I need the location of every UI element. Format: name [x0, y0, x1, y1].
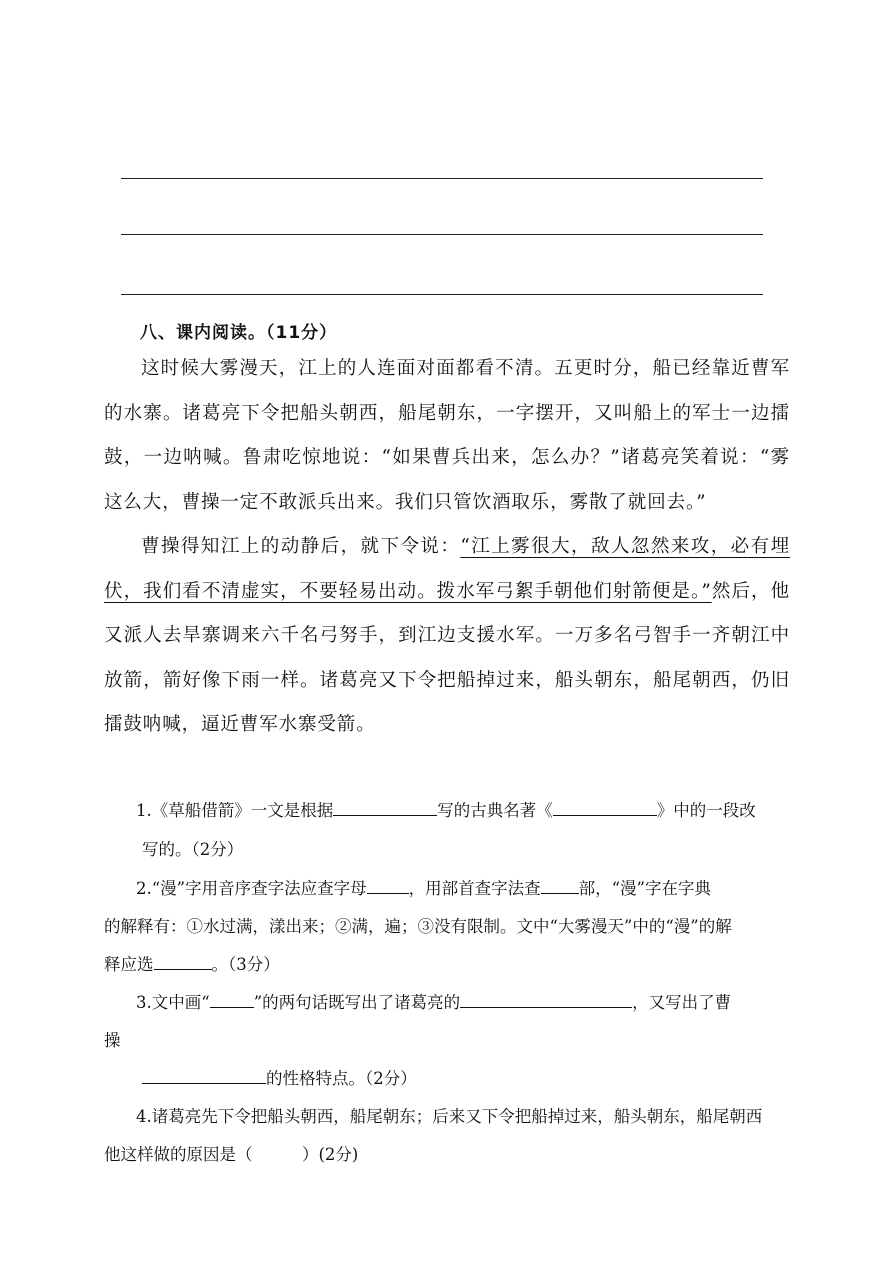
question-2-cont: 释应选 。（3分） [104, 955, 280, 974]
reading-passage [104, 347, 790, 748]
passage-text: 然后，他又派人去旱寨调来六千名弓努手，到江边支援水军。一万多名弓智手一齐朝江中放箭，箭好像下雨一样。诸葛亮又下令把船掉过来，船头朝东，船尾朝西，仍旧擂鼓呐喊，逼近曹军水寨受箭。 [104, 580, 790, 735]
question-2-cont: 的解释有：①水过满，漾出来；②满，遍；③没有限制。文中“大雾漫天”中的“漫”的解 [104, 917, 732, 936]
question-3-cont: 的性格特点。（2分） [142, 1067, 417, 1091]
answer-line-1 [121, 178, 763, 179]
answer-blank[interactable] [541, 877, 579, 894]
question-1-cont: 写的。（2分） [142, 840, 244, 859]
passage-text: 曹操得知江上的动静后，就下令说： [141, 536, 461, 557]
underlined-sentence: “江上雾很大，敌人忽然来攻，必有埋伏，我们看不清虚实，不要轻易出动。拨水军弓絮手朝他们射箭便是。” [104, 536, 791, 602]
answer-blank[interactable] [333, 799, 437, 816]
answer-line-3 [121, 294, 763, 295]
question-4: 4.诸葛亮先下令把船头朝西，船尾朝东；后来又下令把船掉过来，船头朝东，船尾朝西 [136, 1107, 763, 1126]
question-3: 3.文中画“ ”的两句话既写出了诸葛亮的 ，又写出了曹 [136, 993, 732, 1012]
answer-blank[interactable] [460, 991, 632, 1008]
answer-line-2 [121, 234, 763, 235]
answer-blank[interactable] [553, 799, 657, 816]
passage-paragraph-2 [104, 525, 790, 748]
question-3-cont: 操 [104, 1031, 121, 1050]
section-heading: 八、课内阅读。（11分） [140, 323, 338, 343]
question-1: 1.《草船借箭》一文是根据 写的古典名著《 》中的一段改 [136, 801, 756, 820]
underline-sample [210, 991, 254, 1008]
question-2: 2.“漫”字用音序查字法应查字母 ，用部首查字法查 部，“漫”字在字典 [136, 879, 711, 898]
answer-blank[interactable] [154, 953, 212, 970]
question-4-cont: 他这样做的原因是（ ）(2分) [104, 1145, 359, 1164]
answer-blank[interactable] [367, 877, 409, 894]
passage-paragraph-1: 这时候大雾漫天，江上的人连面对面都看不清。五更时分，船已经靠近曹军的水寨。诸葛亮下令把船头朝西，船尾朝东，一字摆开，又叫船上的军士一边擂鼓，一边呐喊。鲁肃吃惊地说：“如果曹兵出来，怎么办？”诸葛亮笑着说：“雾这么大，曹操一定不敢派兵出来。我们只管饮酒取乐，雾散了就回去。” [104, 358, 790, 513]
answer-blank[interactable] [142, 1067, 266, 1084]
